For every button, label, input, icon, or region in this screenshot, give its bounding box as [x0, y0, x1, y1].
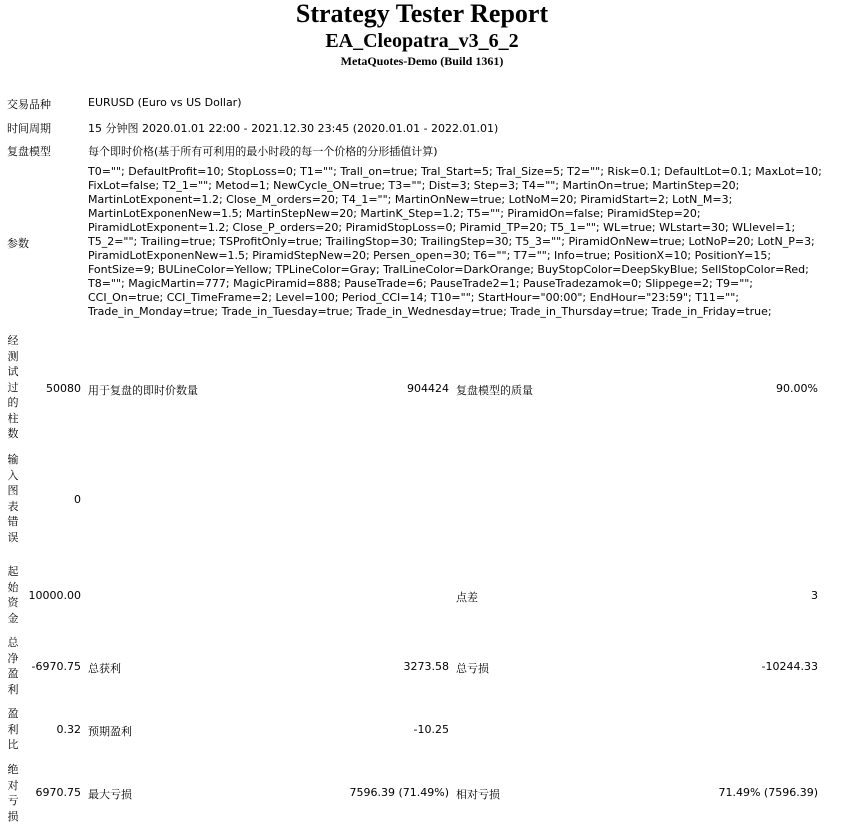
model-label: 复盘模型	[7, 145, 51, 158]
expected-payoff-label: 预期盈利	[88, 725, 132, 738]
report-header	[0, 0, 844, 69]
maximal-drawdown-label: 最大亏损	[88, 788, 132, 801]
period-value: 15 分钟图 2020.01.01 22:00 - 2021.12.30 23:45 (2020.01.01 - 2022.01.01)	[88, 122, 499, 135]
absolute-drawdown-label: 绝对亏损	[7, 763, 19, 823]
model-value: 每个即时价格(基于所有可利用的最小时段的每一个价格的分形插值计算)	[88, 145, 438, 158]
gross-profit-value: 3273.58	[403, 660, 449, 673]
ticks-modelled-value: 904424	[407, 382, 449, 395]
spread-label: 点差	[456, 591, 478, 604]
maximal-drawdown-value: 7596.39 (71.49%)	[349, 786, 449, 799]
gross-loss-label: 总亏损	[456, 662, 489, 675]
parameters-value: T0=""; DefaultProfit=10; StopLoss=0; T1=""; Trall_on=true; Tral_Start=5; Tral_Size=5; T2=""; Risk=0.1; DefaultLot=0.1; MaxLot=10; FixLot=false; T2_1=""; Metod=1; NewCycle_ON=true; T3=""; Dist=3; Step=3; T4=""; MartinOn=true; MartinStep=20; MartinLotExponent=1.2; Close_M_orders=20; T4_1=""; MartinOnNew=true; LotNoM=20; PiramidStart=2; LotN_M=3; MartinLotExponenNew=1.5; MartinStepNew=20; MartinK_Step=1.2; T5=""; PiramidOn=false; PiramidStep=20; PiramidLotExponent=1.2; Close_P_orders=20; PiramidStopLoss=0; Piramid_TP=20; T5_1=""; WL=true; WLstart=30; WLlevel=1; T5_2=""; Trailing=true; TSProfitOnly=true; TrailingStop=30; TrailingStep=30; T5_3=""; PiramidOnNew=true; LotNoP=20; LotN_P=3; PiramidLotExponenNew=1.5; PiramidStepNew=20; Persen_open=30; T6=""; T7=""; Info=true; PositionX=10; PositionY=15; FontSize=9; BULineColor=Yellow; TPLineColor=Gray; TralLineColor=DarkOrange; BuyStopColor=DeepSkyBlue; SellStopColor=Red; T8=""; MagicMartin=777; MagicPiramid=888; PauseTrade=6; PauseTrade2=1; PauseTradezamok=0; Slippege=2; T9=""; CCI_On=true; CCI_TimeFrame=2; Level=100; Period_CCI=14; T10=""; StartHour="00:00"; EndHour="23:59"; T11=""; Trade_in_Monday=true; Trade_in_Tuesday=true; Trade_in_Wednesday=true; Trade_in_Thursday=true; Trade_in_Friday=true;	[88, 165, 822, 318]
server-build: MetaQuotes-Demo (Build 1361)	[340, 54, 504, 68]
bars-tested-label: 经测试过的柱数	[7, 334, 19, 440]
modelling-quality-value: 90.00%	[776, 382, 818, 395]
relative-drawdown-value: 71.49% (7596.39)	[718, 786, 818, 799]
bars-tested-value: 50080	[46, 382, 81, 395]
parameters-label: 参数	[7, 237, 29, 250]
initial-deposit-label: 起始资金	[7, 565, 19, 625]
report-title: Strategy Tester Report	[295, 0, 549, 28]
modelling-quality-label: 复盘模型的质量	[456, 384, 533, 397]
profit-factor-label: 盈利比	[7, 707, 19, 751]
absolute-drawdown-value: 6970.75	[35, 786, 81, 799]
symbol-label: 交易品种	[7, 98, 51, 111]
profit-factor-value: 0.32	[56, 723, 81, 736]
period-label: 时间周期	[7, 122, 51, 135]
expert-advisor-name: EA_Cleopatra_v3_6_2	[325, 30, 519, 52]
relative-drawdown-label: 相对亏损	[456, 788, 500, 801]
initial-deposit-value: 10000.00	[28, 589, 81, 602]
chart-errors-value: 0	[74, 493, 81, 506]
gross-profit-label: 总获利	[88, 662, 121, 675]
total-net-profit-label: 总净盈利	[7, 636, 19, 696]
chart-errors-label: 输入图表错误	[7, 453, 19, 544]
expected-payoff-value: -10.25	[413, 723, 449, 736]
spread-value: 3	[811, 589, 818, 602]
total-net-profit-value: -6970.75	[31, 660, 81, 673]
gross-loss-value: -10244.33	[761, 660, 818, 673]
ticks-modelled-label: 用于复盘的即时价数量	[88, 384, 198, 397]
symbol-value: EURUSD (Euro vs US Dollar)	[88, 96, 242, 109]
